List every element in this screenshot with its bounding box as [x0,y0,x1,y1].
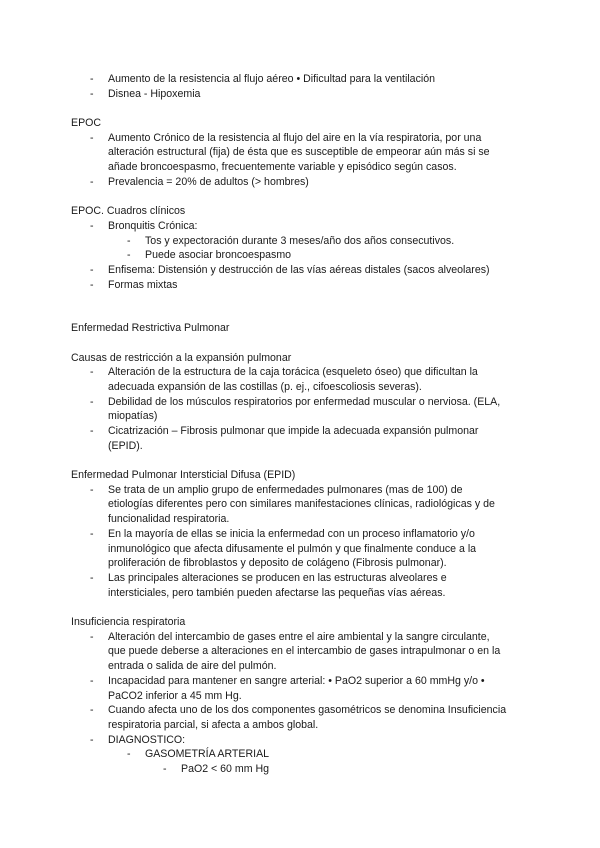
sub-list-bullet: - [127,235,131,247]
list-bullet: - [90,132,94,144]
list-bullet: - [90,528,94,540]
list-item-line: alteración estructural (fija) de ésta que es susceptible de empeorar aún más si se [108,146,490,158]
list-item-line: Se trata de un amplio grupo de enfermedades pulmonares (mas de 100) de [108,484,463,496]
sub-sub-list-item: PaO2 < 60 mm Hg [181,763,270,775]
list-item: DIAGNOSTICO: [108,734,186,746]
list-item-line: añade broncoespasmo, frecuentemente variable y episódico según casos. [108,161,457,173]
list-bullet: - [90,484,94,496]
list-item: Bronquitis Crónica: [108,220,198,232]
list-item-line: Aumento Crónico de la resistencia al flujo del aire en la vía respiratoria, por una [108,132,482,144]
sub-list-bullet: - [127,249,131,261]
section-heading-restrictiva: Enfermedad Restrictiva Pulmonar [71,322,230,334]
list-item-line: Alteración de la estructura de la caja torácica (esqueleto óseo) que dificultan la [108,366,478,378]
list-item-line: entrada o salida de aire del pulmón. [108,660,277,672]
section-heading-epoc: EPOC [71,117,102,129]
section-heading-causas: Causas de restricción a la expansión pulmonar [71,352,292,364]
list-bullet: - [90,396,94,408]
list-item-line: intersticiales, pero también pueden afectarse las pequeñas vías aéreas. [108,587,446,599]
list-item: Disnea - Hipoxemia [108,88,201,100]
list-bullet: - [90,264,94,276]
list-item-line: adecuada expansión de las costillas (p. ej., cifoescoliosis severas). [108,381,422,393]
list-bullet: - [90,176,94,188]
list-item-line: proliferación de fibroblastos y deposito de colágeno (Fibrosis pulmonar). [108,557,447,569]
list-item-line: respiratoria parcial, si afecta a ambos global. [108,719,319,731]
list-item: Enfisema: Distensión y destrucción de las vías aéreas distales (sacos alveolares) [108,264,490,276]
list-bullet: - [90,631,94,643]
list-item-line: etiologías diferentes pero con similares manifestaciones clínicas, radiológicas y de [108,498,495,510]
list-bullet: - [90,675,94,687]
list-item-line: Incapacidad para mantener en sangre arterial: • PaO2 superior a 60 mmHg y/o • [108,675,485,687]
list-item-line: En la mayoría de ellas se inicia la enfermedad con un proceso inflamatorio y/o [108,528,475,540]
list-bullet: - [90,220,94,232]
list-bullet: - [90,572,94,584]
list-bullet: - [90,366,94,378]
sub-sub-list-bullet: - [163,763,167,775]
list-bullet: - [90,88,94,100]
list-item: Aumento de la resistencia al flujo aéreo • Dificultad para la ventilación [108,73,435,85]
section-heading-epoc-clinical: EPOC. Cuadros clínicos [71,205,186,217]
list-item-line: que puede deberse a alteraciones en el intercambio de gases intrapulmonar o en la [108,645,501,657]
list-item-line: Las principales alteraciones se producen en las estructuras alveolares e [108,572,447,584]
list-bullet: - [90,279,94,291]
section-heading-epid: Enfermedad Pulmonar Intersticial Difusa (EPID) [71,469,296,481]
list-item-line: inmunológico que afecta difusamente el pulmón y que finalmente conduce a la [108,543,477,555]
section-heading-insuficiencia: Insuficiencia respiratoria [71,616,186,628]
sub-list-item: Puede asociar broncoespasmo [145,249,292,261]
list-item-line: miopatías) [108,410,158,422]
list-item-line: PaCO2 inferior a 45 mm Hg. [108,690,242,702]
sub-list-item: Tos y expectoración durante 3 meses/año dos años consecutivos. [145,235,455,247]
list-item-line: Alteración del intercambio de gases entre el aire ambiental y la sangre circulante, [108,631,490,643]
list-item-line: (EPID). [108,440,143,452]
list-bullet: - [90,73,94,85]
sub-list-bullet: - [127,748,131,760]
list-bullet: - [90,704,94,716]
list-item-line: Cuando afecta uno de los dos componentes gasométricos se denomina Insuficiencia [108,704,507,716]
list-item: Formas mixtas [108,279,178,291]
list-item-line: Cicatrización – Fibrosis pulmonar que impide la adecuada expansión pulmonar [108,425,479,437]
list-bullet: - [90,425,94,437]
list-bullet: - [90,734,94,746]
list-item: Prevalencia = 20% de adultos (> hombres) [108,176,309,188]
list-item-line: Debilidad de los músculos respiratorios por enfermedad muscular o nerviosa. (ELA, [108,396,501,408]
list-item-line: funcionalidad respiratoria. [108,513,230,525]
sub-list-item: GASOMETRÍA ARTERIAL [145,748,270,760]
